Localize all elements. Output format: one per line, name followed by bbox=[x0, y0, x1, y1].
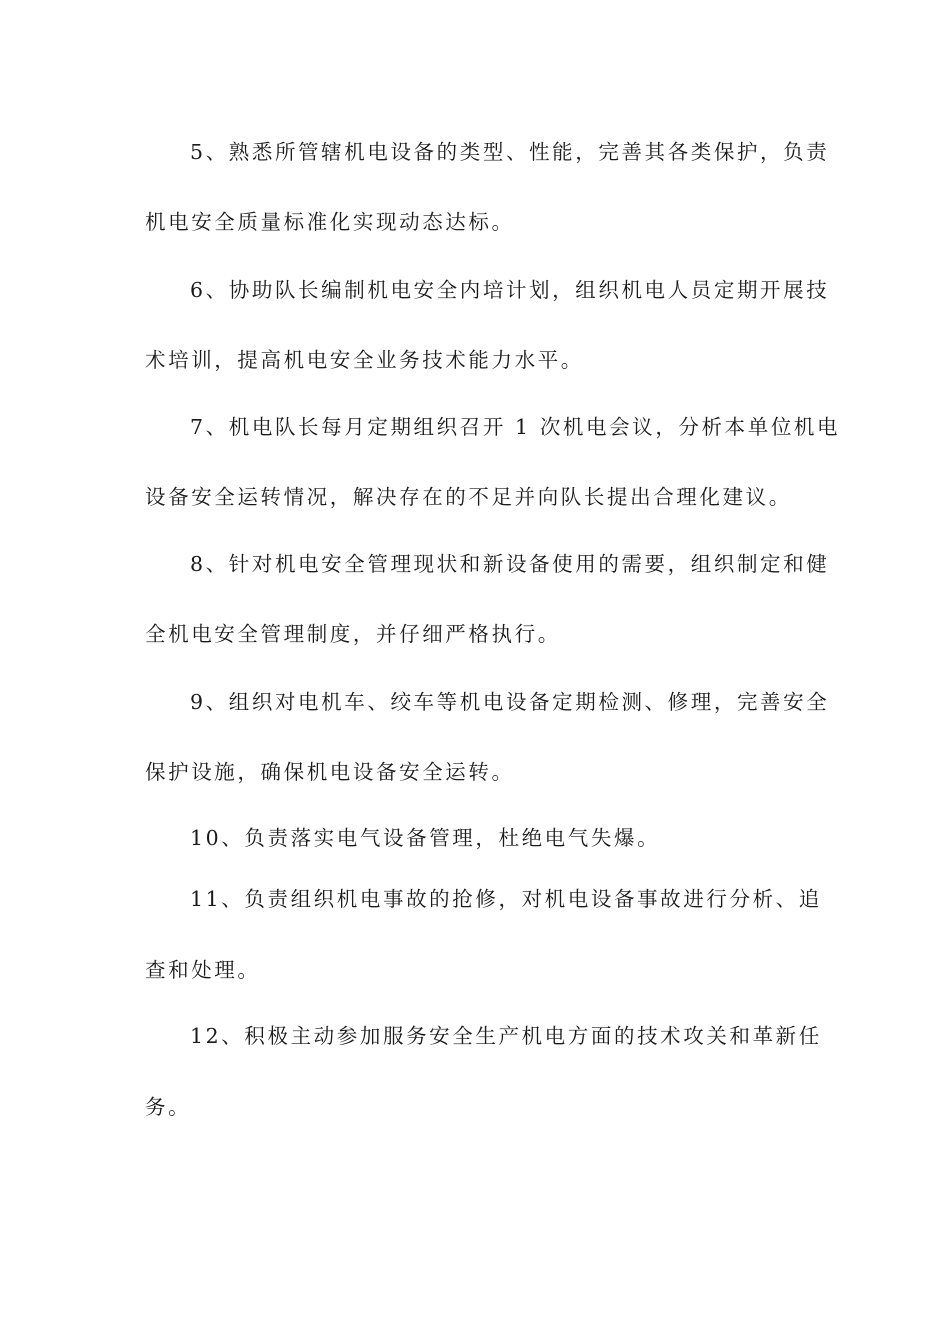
item-6-line-1: 6、协助队长编制机电安全内培计划，组织机电人员定期开展技 bbox=[190, 278, 830, 302]
item-9-line-1: 9、组织对电机车、绞车等机电设备定期检测、修理，完善安全 bbox=[190, 690, 830, 714]
item-5-line-1: 5、熟悉所管辖机电设备的类型、性能，完善其各类保护，负责 bbox=[190, 140, 830, 164]
item-10-line-1: 10、负责落实电气设备管理，杜绝电气失爆。 bbox=[190, 826, 661, 850]
item-8-line-1: 8、针对机电安全管理现状和新设备使用的需要，组织制定和健 bbox=[190, 552, 830, 576]
item-7-line-1: 7、机电队长每月定期组织召开 1 次机电会议，分析本单位机电 bbox=[190, 415, 841, 439]
item-12-line-2: 务。 bbox=[145, 1095, 192, 1119]
item-6-line-2: 术培训，提高机电安全业务技术能力水平。 bbox=[145, 348, 584, 372]
item-12-line-1: 12、积极主动参加服务安全生产机电方面的技术攻关和革新任 bbox=[190, 1024, 822, 1048]
item-8-line-2: 全机电安全管理制度，并仔细严格执行。 bbox=[145, 622, 561, 646]
item-5-line-2: 机电安全质量标准化实现动态达标。 bbox=[145, 210, 515, 234]
item-9-line-2: 保护设施，确保机电设备安全运转。 bbox=[145, 760, 515, 784]
item-11-line-1: 11、负责组织机电事故的抢修，对机电设备事故进行分析、追 bbox=[190, 887, 822, 911]
item-11-line-2: 查和处理。 bbox=[145, 958, 261, 982]
item-7-line-2: 设备安全运转情况，解决存在的不足并向队长提出合理化建议。 bbox=[145, 485, 792, 509]
